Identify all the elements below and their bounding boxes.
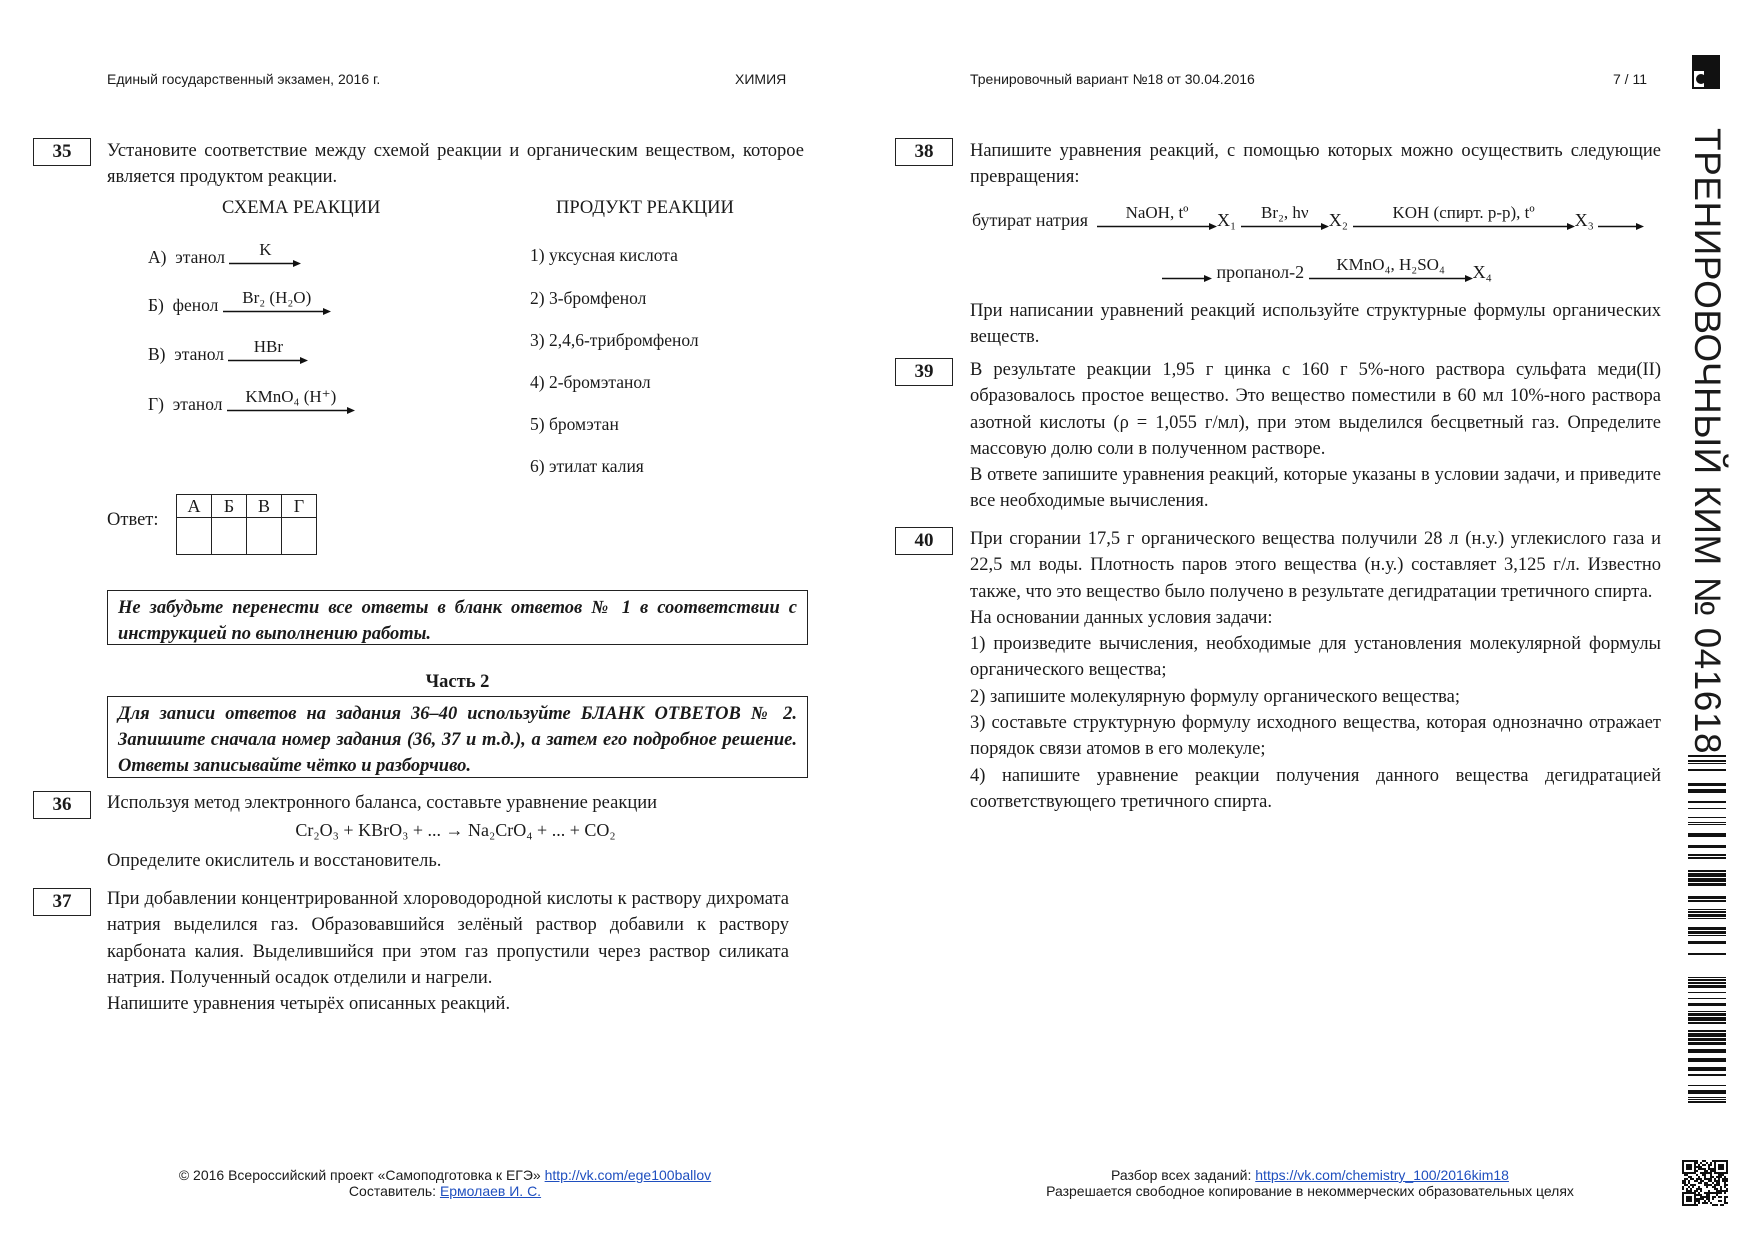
answer-cell-c[interactable]	[247, 518, 282, 555]
task40-item: 3) составьте структурную формулу исходного вещества, которая однозначно отражает порядок связи атомов в его молекуле;	[970, 713, 1661, 760]
task36-text: Используя метод электронного баланса, составьте уравнение реакции	[107, 793, 658, 813]
product-item: 5) бромэтан	[530, 414, 619, 434]
task-number-37: 37	[33, 888, 91, 916]
answer-col-b: Б	[212, 495, 247, 518]
task40-item: 4) напишите уравнение реакции получения данного вещества дегидратацией соответствующего третичного спирта.	[970, 765, 1661, 812]
footer-author-label: Составитель:	[348, 1183, 437, 1199]
footer-author-link[interactable]: Ермолаев И. С.	[439, 1183, 542, 1199]
product-item: 1) уксусная кислота	[530, 245, 678, 265]
task36-question: Определите окислитель и восстановитель.	[107, 851, 442, 871]
footer-analysis-label: Разбор всех заданий:	[1111, 1167, 1252, 1183]
chain-condition-4: KMnO₄, H₂SO₄	[1336, 255, 1445, 274]
header-exam-title: Единый государственный экзамен, 2016 г.	[107, 71, 381, 87]
footer-copyright-note: Разрешается свободное копирование в некоммерческих образовательных целях	[1046, 1183, 1574, 1199]
answer-cell-a[interactable]	[177, 518, 212, 555]
product-item: 3) 2,4,6-трибромфенол	[530, 330, 699, 350]
product-item: 4) 2-бромэтанол	[530, 372, 651, 392]
schema-a-condition: K	[259, 240, 272, 259]
task-number-36: 36	[33, 791, 91, 819]
task39-condition: В результате реакции 1,95 г цинка с 160 г 5%-ного раствора сульфата меди(II) образовалось простое вещество. Это вещество поместили в 60 мл 10%-ного раствора азотной кислоты (ρ = 1,055 г/мл), при этом выделился бесцветный газ. Определите массовую долю соли в полученном растворе.	[970, 360, 1661, 459]
task-number-40: 40	[895, 527, 953, 555]
footer-right	[990, 1167, 1630, 1199]
task40-item: 1) произведите вычисления, необходимые для установления молекулярной формулы органического вещества;	[970, 634, 1661, 681]
part2-instruction-box: Для записи ответов на задания 36–40 используйте БЛАНК ОТВЕТОВ № 2. Запишите сначала номер задания (36, 37 и т.д.), а затем его подробное решение. Ответы записывайте чётко и разборчиво.	[107, 696, 808, 778]
schema-a: А) этанол K	[148, 240, 301, 268]
answer-table	[176, 494, 317, 555]
schema-b: Б) фенол Br₂ (H₂O)	[148, 288, 331, 316]
task37-condition: При добавлении концентрированной хлороводородной кислоты к раствору дихромата натрия выделился газ. Образовавшийся зелёный раствор добавили к раствору карбоната калия. Выделившийся при этом газ пропустили через раствор силиката натрия. Полученный осадок отделили и нагрели.	[107, 889, 789, 988]
reaction-arrow-icon	[1241, 222, 1329, 231]
answer-label: Ответ:	[107, 510, 159, 530]
task37-text	[107, 886, 789, 1017]
task40-text	[970, 526, 1661, 815]
footer-project-link[interactable]: http://vk.com/ege100ballov	[544, 1167, 712, 1183]
answer-col-a: А	[177, 495, 212, 518]
task-number-39: 39	[895, 358, 953, 386]
answer-col-c: В	[247, 495, 282, 518]
task38-text: Напишите уравнения реакций, с помощью которых можно осуществить следующие превращения:	[970, 141, 1661, 188]
reaction-arrow-icon	[1309, 274, 1473, 283]
chain-x3: X₃	[1574, 210, 1594, 230]
header-subject: ХИМИЯ	[735, 71, 787, 87]
chain-x1: X₁	[1217, 210, 1237, 230]
reaction-arrow-icon	[1598, 222, 1644, 231]
reaction-arrow-icon	[228, 356, 308, 365]
footer-left	[120, 1167, 770, 1199]
header-page-number: 7 / 11	[1613, 71, 1647, 87]
task38-start: бутират натрия	[972, 210, 1089, 230]
footer-project: © 2016 Всероссийский проект «Самоподготовка к ЕГЭ»	[178, 1167, 541, 1183]
product-item: 6) этилат калия	[530, 456, 644, 476]
task-number-38: 38	[895, 138, 953, 166]
reaction-arrow-icon	[1353, 222, 1575, 231]
answer-col-d: Г	[282, 495, 317, 518]
schema-c-condition: HBr	[253, 337, 284, 356]
corner-marker-icon	[1692, 55, 1720, 89]
task40-item: 2) запишите молекулярную формулу органического вещества;	[970, 686, 1461, 707]
task36-equation: Cr₂O₃ + KBrO₃ + ... → Na₂CrO₄ + ... + CO₂	[295, 820, 616, 840]
schema-d: Г) этанол KMnO₄ (H⁺)	[148, 387, 355, 415]
task38-chain-row1	[972, 203, 1644, 231]
chain-condition-1: NaOH, tº	[1125, 203, 1189, 222]
schema-d-condition: KMnO₄ (H⁺)	[245, 387, 337, 406]
task35-text: Установите соответствие между схемой реакции и органическим веществом, которое является продуктом реакции.	[107, 141, 804, 188]
answer-cell-d[interactable]	[282, 518, 317, 555]
qr-code-icon	[1682, 1160, 1728, 1206]
chain-condition-2: Br₂, hν	[1260, 203, 1309, 222]
task40-condition: При сгорании 17,5 г органического вещества получили 28 л (н.у.) углекислого газа и 22,5 мл воды. Плотность паров этого вещества (н.у.) составляет 3,125 г/л. Известно также, что это вещество было получено в результате дегидратации третичного спирта.	[970, 529, 1661, 602]
answer-cell-b[interactable]	[212, 518, 247, 555]
reaction-arrow-icon	[227, 406, 355, 415]
task37-question: Напишите уравнения четырёх описанных реакций.	[107, 994, 511, 1015]
task39-text	[970, 357, 1661, 515]
task39-instruction: В ответе запишите уравнения реакций, которые указаны в условии задачи, и приведите все необходимые вычисления.	[970, 465, 1661, 512]
schema-b-condition: Br₂ (H₂O)	[242, 288, 312, 307]
task40-intro: На основании данных условия задачи:	[970, 607, 1273, 628]
task-number-35: 35	[33, 138, 91, 166]
reminder-box: Не забудьте перенести все ответы в бланк ответов № 1 в соответствии с инструкцией по выполнению работы.	[107, 590, 808, 645]
product-item: 2) 3-бромфенол	[530, 288, 647, 308]
footer-analysis-link[interactable]: https://vk.com/chemistry_100/2016kim18	[1255, 1167, 1509, 1183]
reaction-arrow-icon	[1162, 274, 1212, 283]
reaction-arrow-icon	[1097, 222, 1217, 231]
chain-x2: X₂	[1328, 210, 1349, 230]
task38-chain-row2	[1162, 255, 1492, 283]
reaction-arrow-icon	[229, 259, 301, 268]
product-column-title: ПРОДУКТ РЕАКЦИИ	[556, 198, 734, 218]
schema-column-title: СХЕМА РЕАКЦИИ	[222, 198, 381, 218]
part2-title: Часть 2	[425, 672, 490, 692]
reaction-arrow-icon	[223, 307, 331, 316]
schema-c: В) этанол HBr	[148, 337, 308, 365]
chain-propanol: пропанол-2	[1216, 262, 1305, 282]
task38-note: При написании уравнений реакций используйте структурные формулы органических веществ.	[970, 301, 1661, 348]
barcode-icon	[1688, 755, 1726, 1105]
chain-condition-3: KOH (спирт. р-р), tº	[1392, 203, 1535, 222]
chain-x4: X₄	[1472, 262, 1492, 282]
header-variant: Тренировочный вариант №18 от 30.04.2016	[970, 71, 1255, 87]
side-title: ТРЕНИРОВОЧНЫЙ КИМ № 041618	[1687, 128, 1728, 755]
